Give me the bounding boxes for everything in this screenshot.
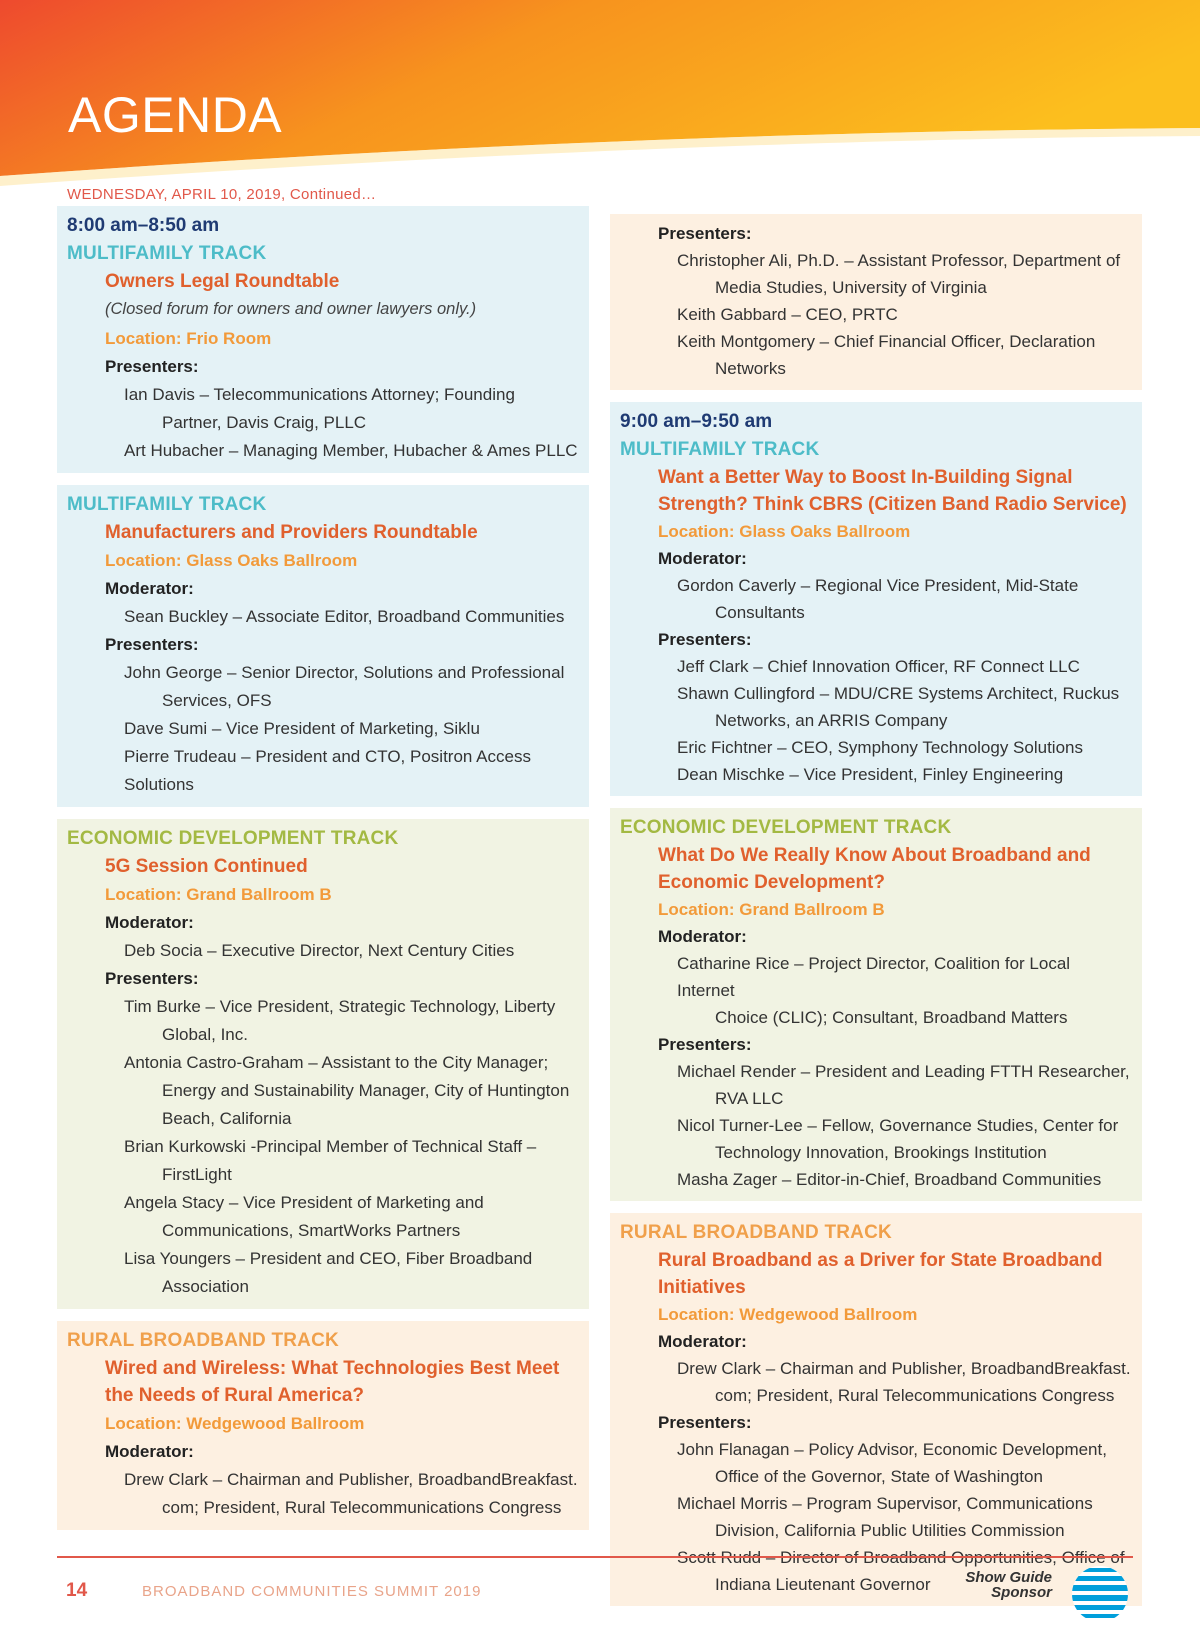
presenters-label: Presenters: [658,1413,752,1432]
track-label: RURAL BROADBAND TRACK [67,1330,339,1351]
presenter: Keith Montgomery – Chief Financial Officer, Declaration Networks [677,332,1096,378]
session-card [610,214,1142,390]
presenters-label: Presenters: [105,635,199,654]
presenter: Lisa Youngers – President and CEO, Fiber Broadband Association [124,1249,533,1296]
session-location: Location: Frio Room [105,329,272,348]
moderator: Drew Clark – Chairman and Publisher, BroadbandBreakfast. com; President, Rural Telecommunications Congress [124,1470,578,1517]
session-title: Rural Broadband as a Driver for State Broadband Initiatives [658,1250,1103,1298]
session-card [610,1213,1142,1606]
presenter: Angela Stacy – Vice President of Marketing and Communications, SmartWorks Partners [124,1193,484,1240]
moderator-label: Moderator: [658,549,747,568]
presenter: Nicol Turner-Lee – Fellow, Governance Studies, Center for Technology Innovation, Brookings Institution [677,1116,1119,1162]
moderator-label: Moderator: [658,1332,747,1351]
presenters-label: Presenters: [105,357,199,376]
moderator: Deb Socia – Executive Director, Next Century Cities [124,941,515,960]
presenters-label: Presenters: [105,969,199,988]
moderator-label: Moderator: [105,579,194,598]
session-location: Location: Wedgewood Ballroom [105,1414,365,1433]
session-location: Location: Glass Oaks Ballroom [658,522,911,541]
presenter: Art Hubacher – Managing Member, Hubacher & Ames PLLC [124,441,578,460]
session-location: Location: Glass Oaks Ballroom [105,551,358,570]
track-label: ECONOMIC DEVELOPMENT TRACK [620,817,952,838]
session-title: What Do We Really Know About Broadband and Economic Development? [658,845,1091,893]
presenter: Shawn Cullingford – MDU/CRE Systems Architect, Ruckus Networks, an ARRIS Company [677,684,1120,730]
session-card [610,402,1142,796]
session-location: Location: Grand Ballroom B [105,885,332,904]
presenter: Tim Burke – Vice President, Strategic Technology, Liberty Global, Inc. [124,997,556,1044]
att-globe-icon [1070,1564,1130,1624]
moderator-label: Moderator: [658,927,747,946]
publication-name: BROADBAND COMMUNITIES SUMMIT 2019 [142,1583,482,1600]
moderator-label: Moderator: [105,913,194,932]
time-slot: 9:00 am–9:50 am [620,411,773,432]
moderator: Drew Clark – Chairman and Publisher, BroadbandBreakfast. com; President, Rural Telecommunications Congress [677,1359,1131,1405]
session-title: Want a Better Way to Boost In-Building Signal Strength? Think CBRS (Citizen Band Radio Service) [658,467,1127,515]
presenter: Brian Kurkowski -Principal Member of Technical Staff – FirstLight [124,1137,537,1184]
track-label: RURAL BROADBAND TRACK [620,1222,892,1243]
session-card [57,206,589,473]
presenter: John Flanagan – Policy Advisor, Economic Development, Office of the Governor, State of Washington [677,1440,1107,1486]
session-title: Owners Legal Roundtable [105,271,340,292]
session-location: Location: Grand Ballroom B [658,900,885,919]
page-title: AGENDA [68,87,283,143]
sponsor-label: Show Guide Sponsor [965,1569,1052,1601]
presenter: Ian Davis – Telecommunications Attorney; Founding Partner, Davis Craig, PLLC [124,385,515,432]
presenter: Dean Mischke – Vice President, Finley Engineering [677,765,1064,784]
session-location: Location: Wedgewood Ballroom [658,1305,918,1324]
presenter: Michael Render – President and Leading FTTH Researcher, RVA LLC [677,1062,1130,1108]
session-note: (Closed forum for owners and owner lawyers only.) [105,300,477,318]
presenter: John George – Senior Director, Solutions and Professional Services, OFS [124,663,565,710]
track-label: MULTIFAMILY TRACK [67,243,267,264]
session-card [57,1321,589,1530]
session-card [57,485,589,807]
moderator: Sean Buckley – Associate Editor, Broadband Communities [124,607,565,626]
session-title: 5G Session Continued [105,856,308,877]
presenter: Indiana Lieutenant Governor [715,1575,931,1594]
time-slot: 8:00 am–8:50 am [67,215,220,236]
session-title: Wired and Wireless: What Technologies Best Meet the Needs of Rural America? [105,1358,560,1406]
session-title: Manufacturers and Providers Roundtable [105,522,478,543]
track-label: MULTIFAMILY TRACK [67,494,267,515]
presenter: Eric Fichtner – CEO, Symphony Technology Solutions [677,738,1083,757]
presenter: Pierre Trudeau – President and CTO, Positron Access Solutions [124,747,531,794]
footer-divider [57,1556,1133,1558]
session-card [610,808,1142,1201]
date-line: WEDNESDAY, APRIL 10, 2019, Continued… [67,186,377,203]
presenter: Dave Sumi – Vice President of Marketing, Siklu [124,719,480,738]
moderator: Catharine Rice – Project Director, Coalition for Local Internet Choice (CLIC); Consultant, Broadband Matters [677,954,1071,1027]
track-label: MULTIFAMILY TRACK [620,439,820,460]
presenter: Antonia Castro-Graham – Assistant to the City Manager; Energy and Sustainability Manager, City of Huntington Beach, California [124,1053,570,1128]
presenter: Michael Morris – Program Supervisor, Communications Division, California Public Utilities Commission [677,1494,1093,1540]
presenters-label: Presenters: [658,224,752,243]
page-number: 14 [66,1580,88,1601]
track-label: ECONOMIC DEVELOPMENT TRACK [67,828,399,849]
right-column [610,214,1142,1618]
presenter: Christopher Ali, Ph.D. – Assistant Professor, Department of Media Studies, University of Virginia [677,251,1121,297]
moderator: Gordon Caverly – Regional Vice President, Mid-State Consultants [677,576,1079,622]
presenters-label: Presenters: [658,630,752,649]
presenters-label: Presenters: [658,1035,752,1054]
moderator-label: Moderator: [105,1442,194,1461]
presenter: Masha Zager – Editor-in-Chief, Broadband Communities [677,1170,1102,1189]
presenter: Jeff Clark – Chief Innovation Officer, RF Connect LLC [677,657,1080,676]
presenter: Keith Gabbard – CEO, PRTC [677,305,898,324]
session-card [57,819,589,1309]
left-column [57,206,589,1542]
